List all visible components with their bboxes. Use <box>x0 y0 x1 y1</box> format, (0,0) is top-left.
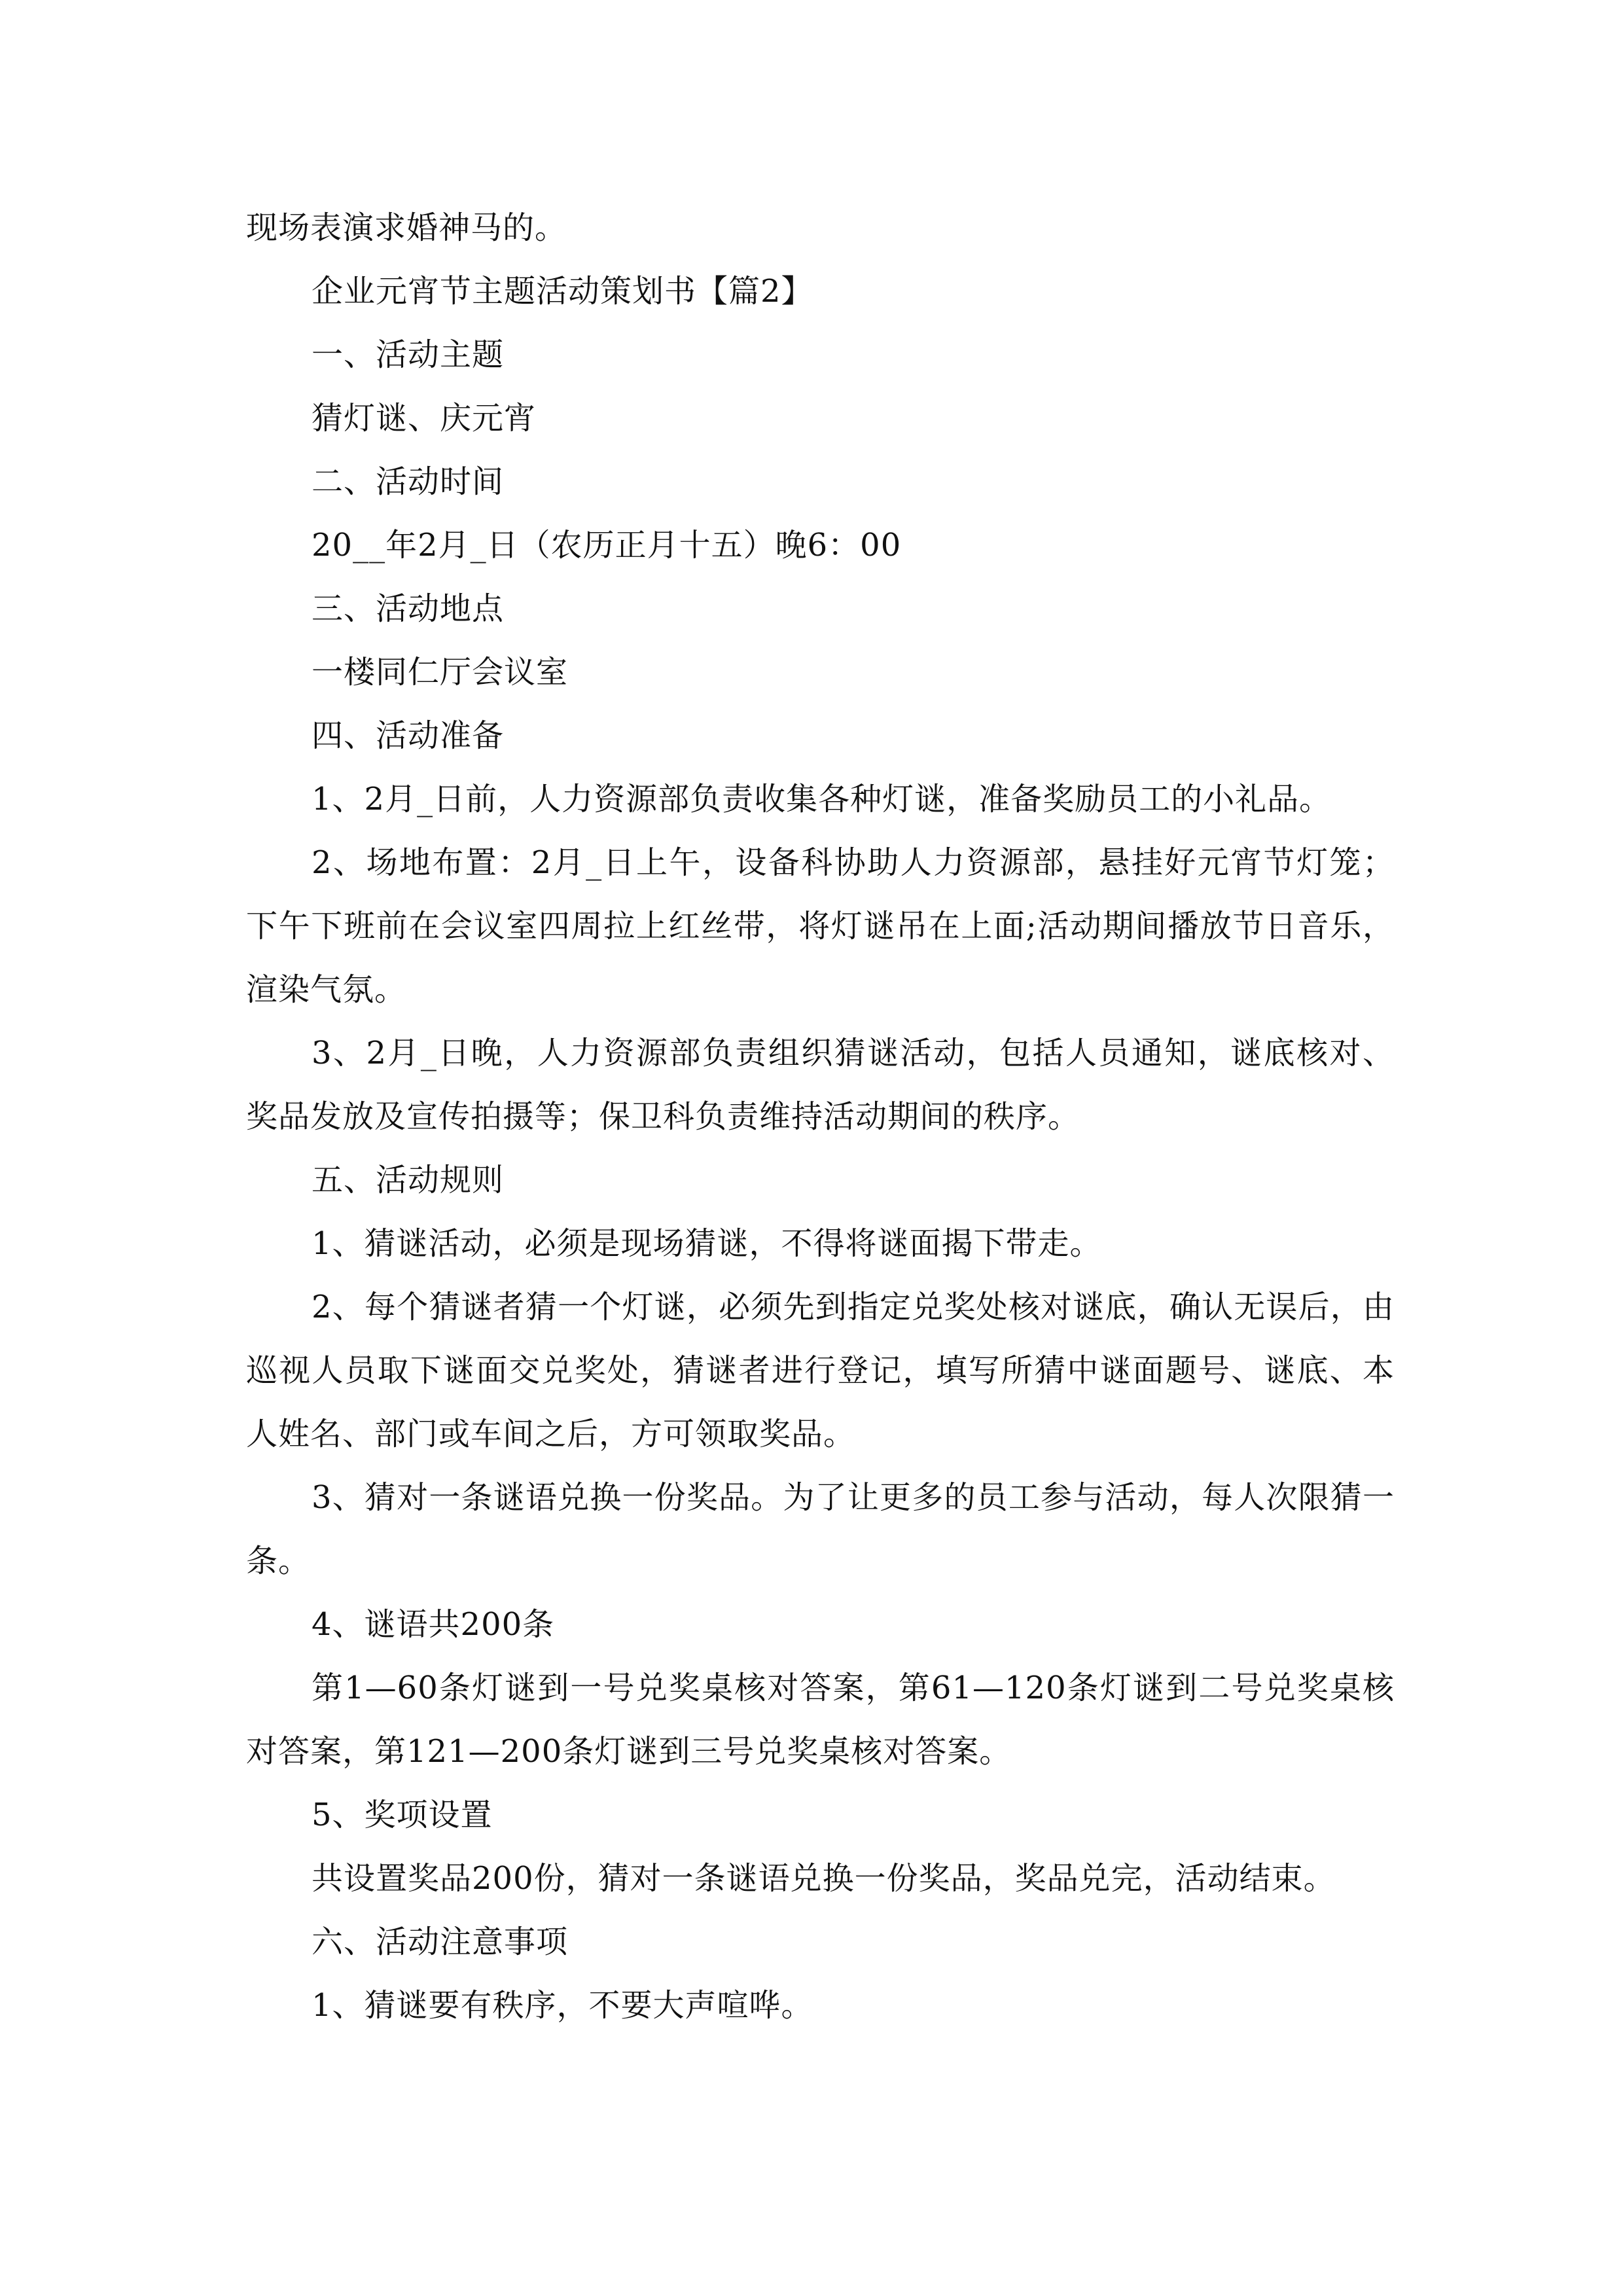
paragraph: 2、每个猜谜者猜一个灯谜，必须先到指定兑奖处核对谜底，确认无误后，由巡视人员取下谜面交兑奖处，猜谜者进行登记，填写所猜中谜面题号、谜底、本人姓名、部门或车间之后，方可领取奖品。 <box>246 1289 1395 1452</box>
paragraph: 共设置奖品200份，猜对一条谜语兑换一份奖品，奖品兑完，活动结束。 <box>312 1860 1336 1897</box>
paragraph: 3、猜对一条谜语兑换一份奖品。为了让更多的员工参与活动，每人次限猜一条。 <box>246 1479 1395 1579</box>
paragraph: 一、活动主题 <box>312 336 505 373</box>
paragraph: 企业元宵节主题活动策划书【篇2】 <box>312 273 813 310</box>
paragraph: 1、猜谜要有秩序，不要大声喧哗。 <box>312 1987 813 2024</box>
paragraph: 六、活动注意事项 <box>312 1924 569 1960</box>
paragraph: 1、2月_日前，人力资源部负责收集各种灯谜，准备奖励员工的小礼品。 <box>312 781 1332 817</box>
paragraph: 猜灯谜、庆元宵 <box>312 400 537 437</box>
paragraph: 3、2月_日晚，人力资源部负责组织猜谜活动，包括人员通知，谜底核对、奖品发放及宣传拍摄等；保卫科负责维持活动期间的秩序。 <box>246 1035 1395 1135</box>
paragraph: 一楼同仁厅会议室 <box>312 654 569 691</box>
paragraph: 二、活动时间 <box>312 463 505 500</box>
document-body <box>246 196 1395 2037</box>
paragraph: 1、猜谜活动，必须是现场猜谜，不得将谜面揭下带走。 <box>312 1225 1102 1262</box>
paragraph: 20__年2月_日（农历正月十五）晚6：00 <box>312 527 902 564</box>
paragraph: 2、场地布置：2月_日上午，设备科协助人力资源部，悬挂好元宵节灯笼；下午下班前在会议室四周拉上红丝带，将灯谜吊在上面;活动期间播放节日音乐，渲染气氛。 <box>246 844 1395 1008</box>
paragraph: 三、活动地点 <box>312 590 505 627</box>
paragraph: 四、活动准备 <box>312 717 505 754</box>
paragraph: 第1—60条灯谜到一号兑奖桌核对答案，第61—120条灯谜到二号兑奖桌核对答案，第121—200条灯谜到三号兑奖桌核对答案。 <box>246 1670 1395 1770</box>
paragraph: 现场表演求婚神马的。 <box>246 209 567 246</box>
paragraph: 5、奖项设置 <box>312 1797 493 1833</box>
paragraph: 五、活动规则 <box>312 1162 505 1198</box>
paragraph: 4、谜语共200条 <box>312 1606 555 1643</box>
